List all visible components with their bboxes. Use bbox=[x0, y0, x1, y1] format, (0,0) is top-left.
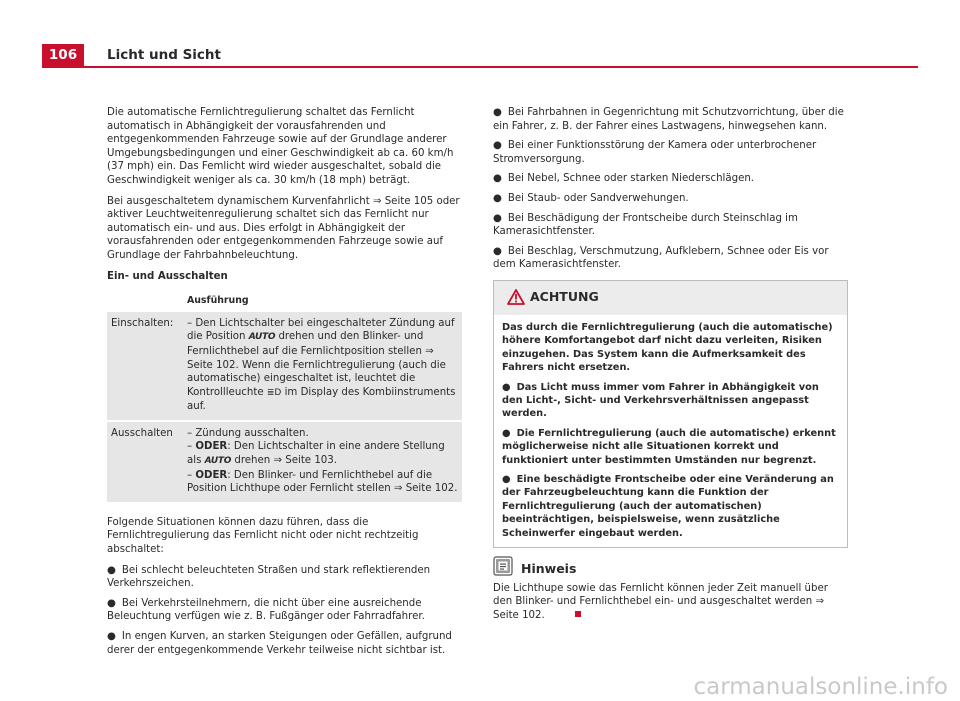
bullet-icon: ● bbox=[493, 192, 502, 204]
high-beam-lamp-icon: ≣D bbox=[266, 387, 282, 398]
row1-text-c: im Display des Kombiinstruments auf. bbox=[187, 386, 456, 413]
row2-line1: – Zündung ausschalten. bbox=[187, 427, 309, 439]
bullet-icon: ● bbox=[107, 597, 116, 609]
list-item-text: Bei schlecht beleuchteten Straßen und stark reflektierenden Verkehrszeichen. bbox=[107, 564, 431, 590]
row1-text-a: – Den Lichtschalter bei eingeschalteter Zündung auf die Position bbox=[187, 317, 455, 343]
warning-header bbox=[494, 281, 847, 315]
list-item bbox=[107, 597, 462, 624]
row2-text-b: drehen ⇒ Seite 103. bbox=[234, 455, 338, 467]
hint-title: Hinweis bbox=[521, 561, 577, 577]
list-item bbox=[493, 245, 848, 272]
auto-symbol: AUTO bbox=[248, 332, 276, 343]
intro-paragraph: Die automatische Fernlichtregulierung schaltet das Fernlicht automatisch in Abhängigkeit der vorausfahrenden und entgegenkommenden Fahrzeuge sowie auf der Grundlage anderer Umgebungsbedingungen und einer Geschwindigkeit ab ca. 60 km/h (37 mph) ein. Das Femlicht wird wieder ausgeschaltet, sobald die Geschwindigkeit weniger als ca. 30 km/h (18 mph) beträgt. bbox=[107, 107, 454, 186]
section-subheading: Ein- und Ausschalten bbox=[107, 270, 228, 282]
row2-text-c: : Den Blinker- und Fernlichthebel auf die Position Lichthupe oder Fernlicht stellen ⇒ Seite 102. bbox=[187, 469, 458, 495]
list-item bbox=[493, 192, 848, 206]
table-row bbox=[107, 311, 462, 421]
oder-keyword: ODER bbox=[195, 469, 228, 481]
warning-item-text: Eine beschädigte Frontscheibe oder eine Veränderung an der Fahrzeugbeleuchtung kann die Funktion der Fernlichtregulierung (auch der automatischen) beeinträchtigen, beispielsweise, wenn zusätzliche Scheinwerfer eingebaut werden. bbox=[502, 474, 834, 539]
list-item bbox=[493, 139, 848, 166]
warning-box bbox=[493, 280, 848, 548]
bullet-icon: ● bbox=[502, 427, 511, 439]
right-column bbox=[493, 106, 848, 622]
hint-block bbox=[493, 562, 848, 622]
bullet-icon: ● bbox=[493, 245, 502, 257]
table-header-execution: Ausführung bbox=[183, 291, 462, 311]
warning-item-text: Die Fernlichtregulierung (auch die automatische) erkennt möglicherweise nicht alle Situationen korrekt und funktioniert unter bestimmten Umständen nur begrenzt. bbox=[502, 427, 836, 466]
page-number: 106 bbox=[42, 44, 84, 66]
left-column bbox=[107, 106, 462, 663]
bullet-icon: ● bbox=[502, 381, 511, 393]
row-label-switch-off: Ausschalten bbox=[107, 421, 183, 502]
table-row bbox=[107, 421, 462, 502]
list-item bbox=[107, 564, 462, 591]
header-rule bbox=[42, 66, 918, 68]
list-item-text: Bei Verkehrsteilnehmern, die nicht über eine ausreichende Beleuchtung verfügen wie z. B. Fußgänger oder Fahrradfahrer. bbox=[107, 597, 425, 623]
watermark: carmanualsonline.info bbox=[693, 674, 948, 701]
list-item-text: Bei Beschädigung der Frontscheibe durch Steinschlag im Kamerasichtfenster. bbox=[493, 212, 798, 238]
warning-item bbox=[502, 427, 839, 467]
row-label-switch-on: Einschalten: bbox=[107, 311, 183, 421]
bullet-icon: ● bbox=[107, 631, 116, 642]
oder-keyword: ODER bbox=[195, 441, 228, 453]
situations-paragraph: Folgende Situationen können dazu führen, dass die Fernlichtregulierung das Fernlicht nicht oder nicht rechtzeitig abschaltet: bbox=[107, 516, 419, 556]
section-end-marker bbox=[575, 611, 581, 617]
curve-light-paragraph: Bei ausgeschaltetem dynamischem Kurvenfahrlicht ⇒ Seite 105 oder aktiver Leuchtweitenregulierung schaltet sich das Fernlicht nur automatisch ein- und aus. Dies erfolgt in Abhängigkeit der vorausfahrenden oder entgegenkommenden Fahrzeuge sowie auf Grundlage der Fahrbahnbeleuchtung. bbox=[107, 195, 460, 261]
table-header-empty bbox=[107, 291, 183, 311]
list-item-text: Bei einer Funktionsstörung der Kamera oder unterbrochener Stromversorgung. bbox=[493, 140, 817, 165]
bullet-icon: ● bbox=[107, 564, 116, 576]
row2-line2: – ODER: Den Lichtschalter in eine andere Stellung als AUTO drehen ⇒ Seite 103. bbox=[187, 441, 445, 467]
list-item-text: Bei Beschlag, Verschmutzung, Aufklebern, Schnee oder Eis vor dem Kamerasichtfenster. bbox=[493, 245, 829, 271]
warning-title: ACHTUNG bbox=[530, 288, 599, 304]
warning-triangle-icon bbox=[507, 289, 525, 305]
list-item-text: Bei Fahrbahnen in Gegenrichtung mit Schutzvorrichtung, über die ein Fahrer, z. B. der Fahrer eines Lastwagens, hinwegsehen kann. bbox=[493, 107, 844, 132]
warning-intro: Das durch die Fernlichtregulierung (auch die automatische) höhere Komfortangebot darf nicht dazu verleiten, Risiken einzugehen. Das System kann die Aufmerksamkeit des Fahrers nicht ersetzen. bbox=[502, 321, 833, 374]
chapter-title: Licht und Sicht bbox=[107, 47, 221, 63]
bullet-icon: ● bbox=[493, 173, 502, 185]
bullet-icon: ● bbox=[502, 474, 511, 485]
bullet-icon: ● bbox=[493, 212, 502, 224]
row-text-switch-on bbox=[183, 311, 462, 421]
warning-item bbox=[502, 381, 839, 421]
auto-symbol: AUTO bbox=[204, 456, 232, 467]
list-item-text: Bei Nebel, Schnee oder starken Niederschlägen. bbox=[507, 173, 755, 185]
bullet-icon: ● bbox=[493, 107, 502, 118]
warning-item bbox=[502, 473, 839, 540]
info-note-icon bbox=[493, 556, 513, 576]
hint-text-content: Die Lichthupe sowie das Fernlicht können jeder Zeit manuell über den Blinker- und Fernlichthebel ein- und ausgeschaltet werden ⇒ Seite 102. bbox=[493, 582, 828, 621]
list-item-text: Bei Staub- oder Sandverwehungen. bbox=[507, 192, 689, 204]
list-item bbox=[493, 172, 848, 186]
row2-text-a: : Den Lichtschalter in eine andere Stellung als bbox=[187, 441, 445, 467]
operation-table bbox=[107, 291, 462, 502]
list-item-text: In engen Kurven, an starken Steigungen oder Gefällen, aufgrund derer der entgegenkommende Verkehr teilweise nicht sichtbar ist. bbox=[107, 631, 452, 656]
hint-text bbox=[493, 582, 848, 623]
row-text-switch-off bbox=[183, 421, 462, 502]
warning-item-text: Das Licht muss immer vom Fahrer in Abhängigkeit von den Licht-, Sicht- und Verkehrsverhältnissen angepasst werden. bbox=[502, 381, 819, 420]
warning-body bbox=[494, 315, 847, 547]
bullet-icon: ● bbox=[493, 140, 502, 152]
row1-text-b: drehen und den Blinker- und Fernlichthebel auf die Fernlichtposition stellen ⇒ Seite 102. Wenn die Fernlichtregulierung (auch die automatische) eingeschaltet ist, leuchtet die Kontrollleuchte bbox=[187, 331, 446, 398]
list-item bbox=[493, 106, 848, 133]
list-item bbox=[107, 630, 462, 657]
row2-line3: – ODER: Den Blinker- und Fernlichthebel auf die Position Lichthupe oder Fernlicht stellen ⇒ Seite 102. bbox=[187, 469, 458, 495]
list-item bbox=[493, 212, 848, 239]
